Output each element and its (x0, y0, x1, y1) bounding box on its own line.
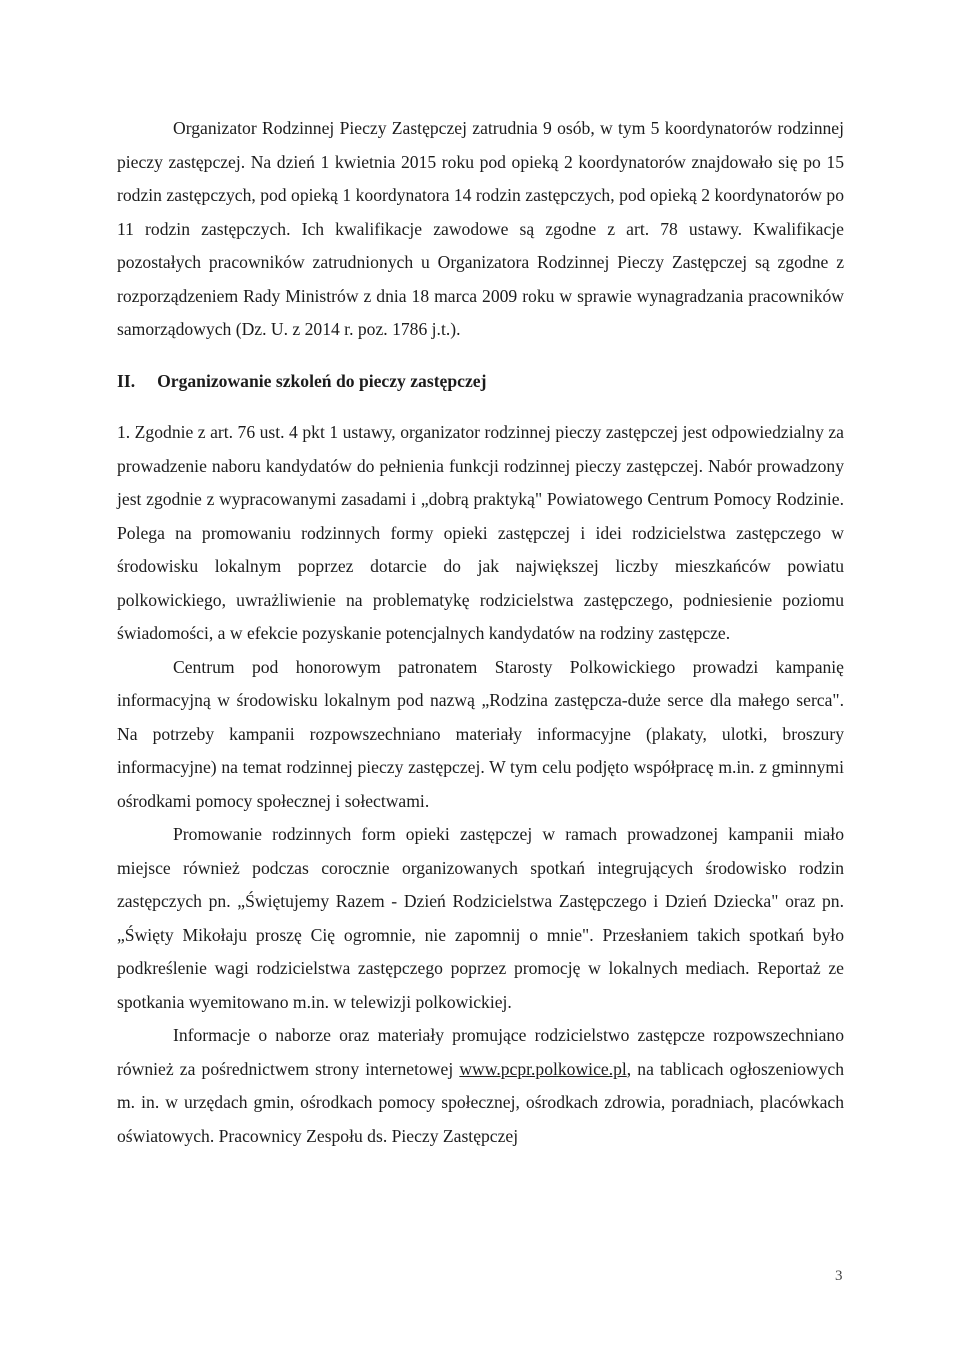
paragraph-campaign: Centrum pod honorowym patronatem Starosty Polkowickiego prowadzi kampanię informacyjną w środowisku lokalnym pod nazwą „Rodzina zastępcza-duże serce dla małego serca". Na potrzeby kampanii rozpowszechniano materiały informacyjne (plakaty, ulotki, broszury informacyjne) na temat rodzinnej pieczy zastępczej. W tym celu podjęto współpracę m.in. z gminnymi ośrodkami pomocy społecznej i sołectwami. (117, 656, 844, 811)
paragraph-information-start: Informacje o naborze oraz materiały promujące rodzicielstwo zastępcze rozpowszechniano również za pośrednictwem strony internetowej (117, 1025, 844, 1079)
paragraph-staff: Organizator Rodzinnej Pieczy Zastępczej zatrudnia 9 osób, w tym 5 koordynatorów rodzinnej pieczy zastępczej. Na dzień 1 kwietnia 2015 roku pod opieką 2 koordynatorów znajdowało się po 15 rodzin zastępczych, pod opieką 1 koordynatora 14 rodzin zastępczych, pod opieką 2 koordynatorów po 11 rodzin zastępczych. Ich kwalifikacje zawodowe są zgodne z art. 78 ustawy. Kwalifikacje pozostałych pracowników zatrudnionych u Organizatora Rodzinnej Pieczy Zastępczej są zgodne z rozporządzeniem Rady Ministrów z dnia 18 marca 2009 roku w sprawie wynagradzania pracowników samorządowych (Dz. U. z 2014 r. poz. 1786 j.t.). (117, 118, 844, 339)
website-link[interactable]: www.pcpr.polkowice.pl (459, 1058, 627, 1079)
paragraph-promotion: Promowanie rodzinnych form opieki zastępczej w ramach prowadzonej kampanii miało miejsce również podczas corocznie organizowanych spotkań integrujących środowisko rodzin zastępczych pn. „Świętujemy Razem - Dzień Rodzicielstwa Zastępczego i Dzień Dziecka" oraz pn. „Święty Mikołaju proszę Cię ogromnie, nie zapomnij o mnie". Przesłaniem takich spotkań było podkreślenie wagi rodzicielstwa zastępczego poprzez promocję w lokalnych mediach. Reportaż ze spotkania wyemitowano m.in. w telewizji polkowickiej. (117, 824, 844, 1012)
paragraph-information-end: , na tablicach ogłoszeniowych m. in. w urzędach gmin, ośrodkach pomocy społecznej, ośrodkach zdrowia, poradniach, placówkach oświatowych. Pracownicy Zespołu ds. Pieczy Zastępczej (117, 1058, 844, 1146)
document-body (117, 112, 844, 1153)
page-number: 3 (835, 1268, 843, 1284)
section-title: Organizowanie szkoleń do pieczy zastępczej (157, 370, 487, 391)
paragraph-recruitment: 1. Zgodnie z art. 76 ust. 4 pkt 1 ustawy, organizator rodzinnej pieczy zastępczej jest odpowiedzialny za prowadzenie naboru kandydatów do pełnienia funkcji rodzinnej pieczy zastępczej. Nabór prowadzony jest zgodnie z wypracowanymi zasadami i „dobrą praktyką" Powiatowego Centrum Pomocy Rodzinie. Polega na promowaniu rodzinnych formy opieki zastępczej i idei rodzicielstwa zastępczego w środowisku lokalnym poprzez dotarcie do jak największej liczby mieszkańców powiatu polkowickiego, uwrażliwienie na problematykę rodzicielstwa zastępczego, podniesienie poziomu świadomości, a w efekcie pozyskanie potencjalnych kandydatów na rodziny zastępcze. (117, 422, 844, 643)
section-number: II. (117, 370, 136, 391)
paragraph-information (117, 1019, 844, 1153)
section-heading (117, 365, 844, 399)
